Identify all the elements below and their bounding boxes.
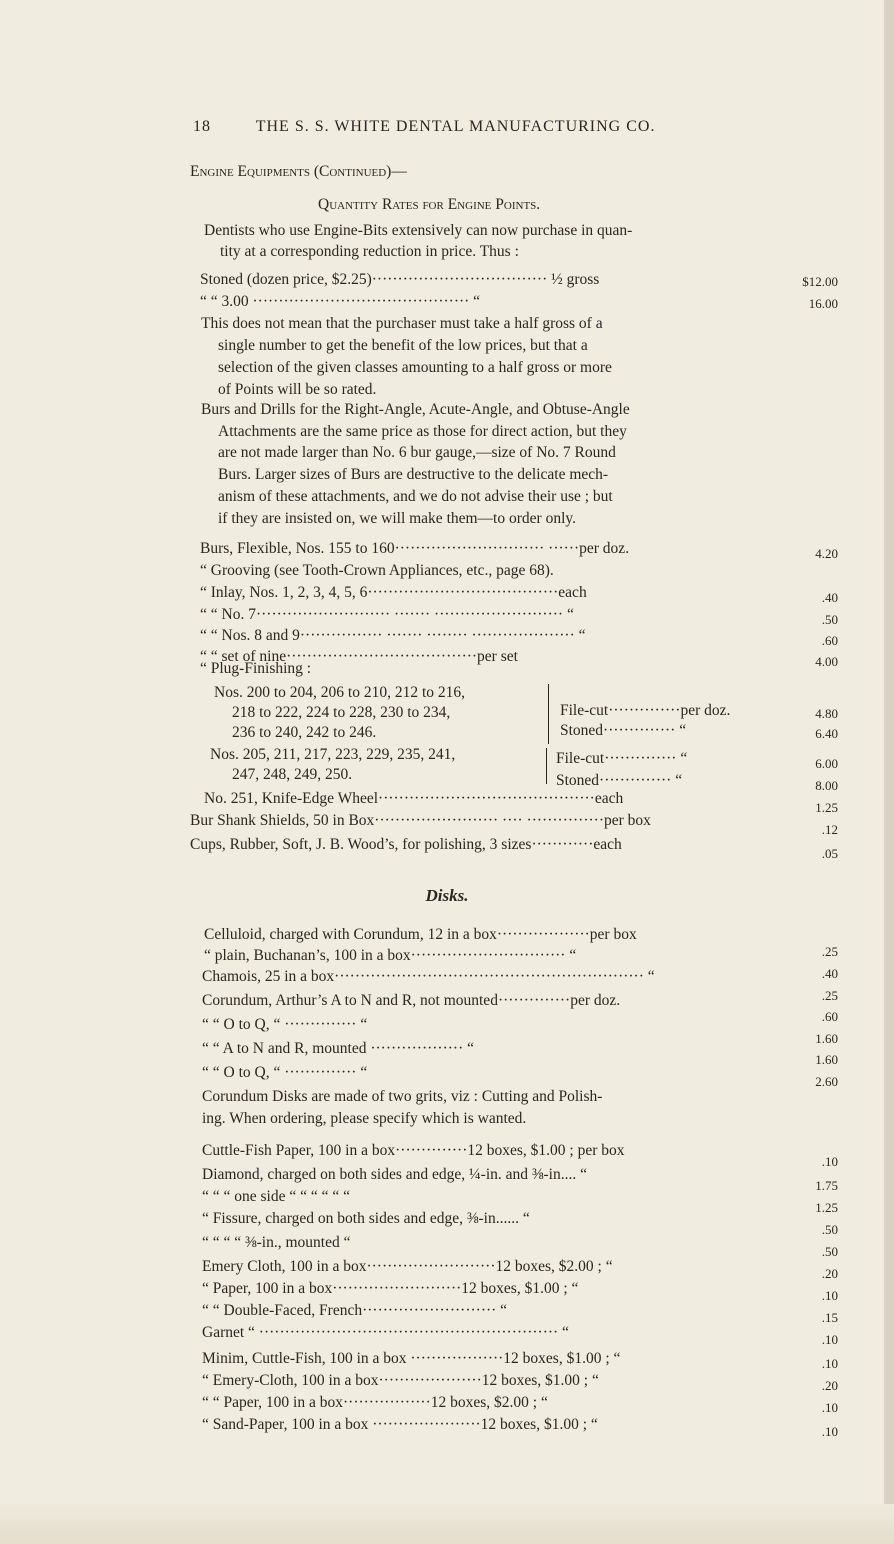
disk-line-6: “ “ A to N and R, mounted ·················· “ — [202, 1040, 474, 1057]
brace-group1 — [548, 684, 549, 744]
disk-price-16: .10 — [821, 1288, 838, 1303]
disk-line-15: Emery Cloth, 100 in a box·························12 boxes, $2.00 ; “ — [202, 1258, 613, 1275]
disk-line-3: Chamois, 25 in a box···························································· “ — [202, 968, 655, 985]
plug-group2-stoned-price: 8.00 — [815, 778, 838, 793]
misc-price-3: .05 — [821, 846, 838, 861]
disk-line-10: Cuttle-Fish Paper, 100 in a box··············12 boxes, $1.00 ; per box — [202, 1142, 625, 1159]
bur-line-3: “ Inlay, Nos. 1, 2, 3, 4, 5, 6·····································each — [200, 584, 587, 601]
rate-line-1: Stoned (dozen price, $2.25)·································· ½ gross — [200, 271, 600, 288]
running-header — [193, 118, 655, 136]
disk-price-6: 1.60 — [815, 1052, 838, 1067]
rate-price-2: 16.00 — [808, 296, 838, 311]
disk-line-4: Corundum, Arthur’s A to N and R, not mounted··············per doz. — [202, 992, 621, 1009]
note2-line-4: Burs. Larger sizes of Burs are destructive to the delicate mech- — [218, 466, 609, 483]
note2-line-2: Attachments are the same price as those for direct action, but they — [218, 423, 627, 440]
disk-price-5: 1.60 — [815, 1031, 838, 1046]
disk-line-20: “ Emery-Cloth, 100 in a box····················12 boxes, $1.00 ; “ — [202, 1372, 599, 1389]
misc-line-2: Bur Shank Shields, 50 in Box························ ···· ···············per box — [190, 812, 651, 829]
misc-price-1: 1.25 — [815, 800, 838, 815]
plug-group2-filecut: File-cut·············· “ — [556, 750, 688, 767]
bur-line-6: “ “ set of nine·····································per set — [200, 648, 518, 665]
plug-group1-line-3: 236 to 240, 242 to 246. — [232, 724, 377, 741]
misc-price-2: .12 — [821, 822, 838, 837]
plug-group2-line-2: 247, 248, 249, 250. — [232, 766, 353, 783]
disk-price-1: .25 — [821, 944, 838, 959]
disk-price-20: .20 — [821, 1378, 838, 1393]
disk-price-17: .15 — [821, 1310, 838, 1325]
disk-line-12: “ “ “ one side “ “ “ “ “ “ — [202, 1188, 351, 1205]
plug-group2-line-1: Nos. 205, 211, 217, 223, 229, 235, 241, — [210, 746, 456, 763]
plug-group1-stoned: Stoned·············· “ — [560, 722, 687, 739]
disk-line-19: Minim, Cuttle-Fish, 100 in a box ··················12 boxes, $1.00 ; “ — [202, 1350, 621, 1367]
misc-line-1: No. 251, Knife-Edge Wheel··········································each — [204, 790, 624, 807]
running-title: THE S. S. WHITE DENTAL MANUFACTURING CO. — [255, 118, 656, 135]
bur-line-5: “ “ Nos. 8 and 9················ ······· ········ ···················· “ — [200, 627, 586, 644]
plug-group1-line-1: Nos. 200 to 204, 206 to 210, 212 to 216, — [214, 684, 466, 701]
disk-price-19: .10 — [821, 1356, 838, 1371]
disk-price-18: .10 — [821, 1332, 838, 1347]
plug-group1-filecut: File-cut··············per doz. — [560, 702, 731, 719]
section-heading: Engine Equipments (Continued)— — [190, 163, 407, 180]
disk-line-18: Garnet “ ·························································· “ — [202, 1324, 569, 1341]
disk-line-22: “ Sand-Paper, 100 in a box ·····················12 boxes, $1.00 ; “ — [202, 1416, 598, 1433]
disk-price-10: .10 — [821, 1154, 838, 1169]
bur-line-2: “ Grooving (see Tooth-Crown Appliances, etc., page 68). — [200, 562, 554, 579]
disk-line-2: “ plain, Buchanan’s, 100 in a box······························ “ — [204, 947, 577, 964]
disk-line-14: “ “ “ “ ⅜-in., mounted “ — [202, 1234, 351, 1251]
bur-price-3: .40 — [821, 590, 838, 605]
disks-title: Disks. — [425, 886, 469, 905]
note2-line-1: Burs and Drills for the Right-Angle, Acute-Angle, and Obtuse-Angle — [201, 401, 630, 418]
bur-price-6: 4.00 — [815, 654, 838, 669]
disk-price-13: .50 — [821, 1222, 838, 1237]
intro-line-2: tity at a corresponding reduction in price. Thus : — [220, 243, 519, 260]
disk-price-7: 2.60 — [815, 1074, 838, 1089]
disk-price-4: .60 — [821, 1009, 838, 1024]
note2-line-6: if they are insisted on, we will make them—to order only. — [218, 510, 576, 527]
rate-line-2: “ “ 3.00 ·········································· “ — [200, 293, 481, 310]
disk-line-1: Celluloid, charged with Corundum, 12 in a box··················per box — [204, 926, 637, 943]
bur-price-1: 4.20 — [815, 546, 838, 561]
brace-group2 — [546, 748, 547, 784]
rate-price-1: $12.00 — [802, 274, 838, 289]
disk-price-14: .50 — [821, 1244, 838, 1259]
disk-price-11: 1.75 — [815, 1178, 838, 1193]
note1-line-3: selection of the given classes amounting to a half gross or more — [218, 359, 612, 376]
plug-group2-filecut-price: 6.00 — [815, 756, 838, 771]
disk-line-11: Diamond, charged on both sides and edge, ¼-in. and ⅜-in.... “ — [202, 1166, 587, 1183]
note2-line-3: are not made larger than No. 6 bur gauge,—size of No. 7 Round — [218, 444, 616, 461]
disk-price-15: .20 — [821, 1266, 838, 1281]
plug-group2-stoned: Stoned·············· “ — [556, 772, 683, 789]
disk-line-13: “ Fissure, charged on both sides and edge, ⅜-in...... “ — [202, 1210, 530, 1227]
plug-group1-stoned-price: 6.40 — [815, 726, 838, 741]
intro-line-1: Dentists who use Engine-Bits extensively can now purchase in quan- — [204, 222, 633, 239]
misc-line-3: Cups, Rubber, Soft, J. B. Wood’s, for polishing, 3 sizes············each — [190, 836, 622, 853]
disk-line-8: Corundum Disks are made of two grits, viz : Cutting and Polish- — [202, 1088, 603, 1105]
disk-price-21: .10 — [821, 1400, 838, 1415]
note2-line-5: anism of these attachments, and we do not advise their use ; but — [218, 488, 613, 505]
disk-price-22: .10 — [821, 1424, 838, 1439]
note1-line-1: This does not mean that the purchaser must take a half gross of a — [201, 315, 603, 332]
page-number: 18 — [193, 118, 211, 135]
page-edge — [884, 0, 894, 1544]
plug-group1-line-2: 218 to 222, 224 to 228, 230 to 234, — [232, 704, 451, 721]
disk-price-3: .25 — [821, 988, 838, 1003]
plug-group1-filecut-price: 4.80 — [815, 706, 838, 721]
disk-line-17: “ “ Double-Faced, French·························· “ — [202, 1302, 508, 1319]
bur-line-4: “ “ No. 7·························· ······· ························· “ — [200, 606, 574, 623]
note1-line-2: single number to get the benefit of the low prices, but that a — [218, 337, 588, 354]
bur-line-1: Burs, Flexible, Nos. 155 to 160····························· ······per doz. — [200, 540, 630, 557]
disk-line-21: “ “ Paper, 100 in a box·················12 boxes, $2.00 ; “ — [202, 1394, 548, 1411]
disk-line-7: “ “ O to Q, “ ·············· “ — [202, 1064, 368, 1081]
bur-price-5: .60 — [821, 633, 838, 648]
bur-line-7: “ Plug-Finishing : — [200, 660, 312, 677]
disk-line-5: “ “ O to Q, “ ·············· “ — [202, 1016, 368, 1033]
disk-price-12: 1.25 — [815, 1200, 838, 1215]
disk-line-16: “ Paper, 100 in a box·························12 boxes, $1.00 ; “ — [202, 1280, 579, 1297]
disk-price-2: .40 — [821, 966, 838, 981]
section-subheading: Quantity Rates for Engine Points. — [318, 196, 541, 213]
note1-line-4: of Points will be so rated. — [218, 381, 377, 398]
page-bottom-shadow — [0, 1504, 894, 1544]
bur-price-4: .50 — [821, 612, 838, 627]
disk-line-9: ing. When ordering, please specify which is wanted. — [202, 1110, 527, 1127]
